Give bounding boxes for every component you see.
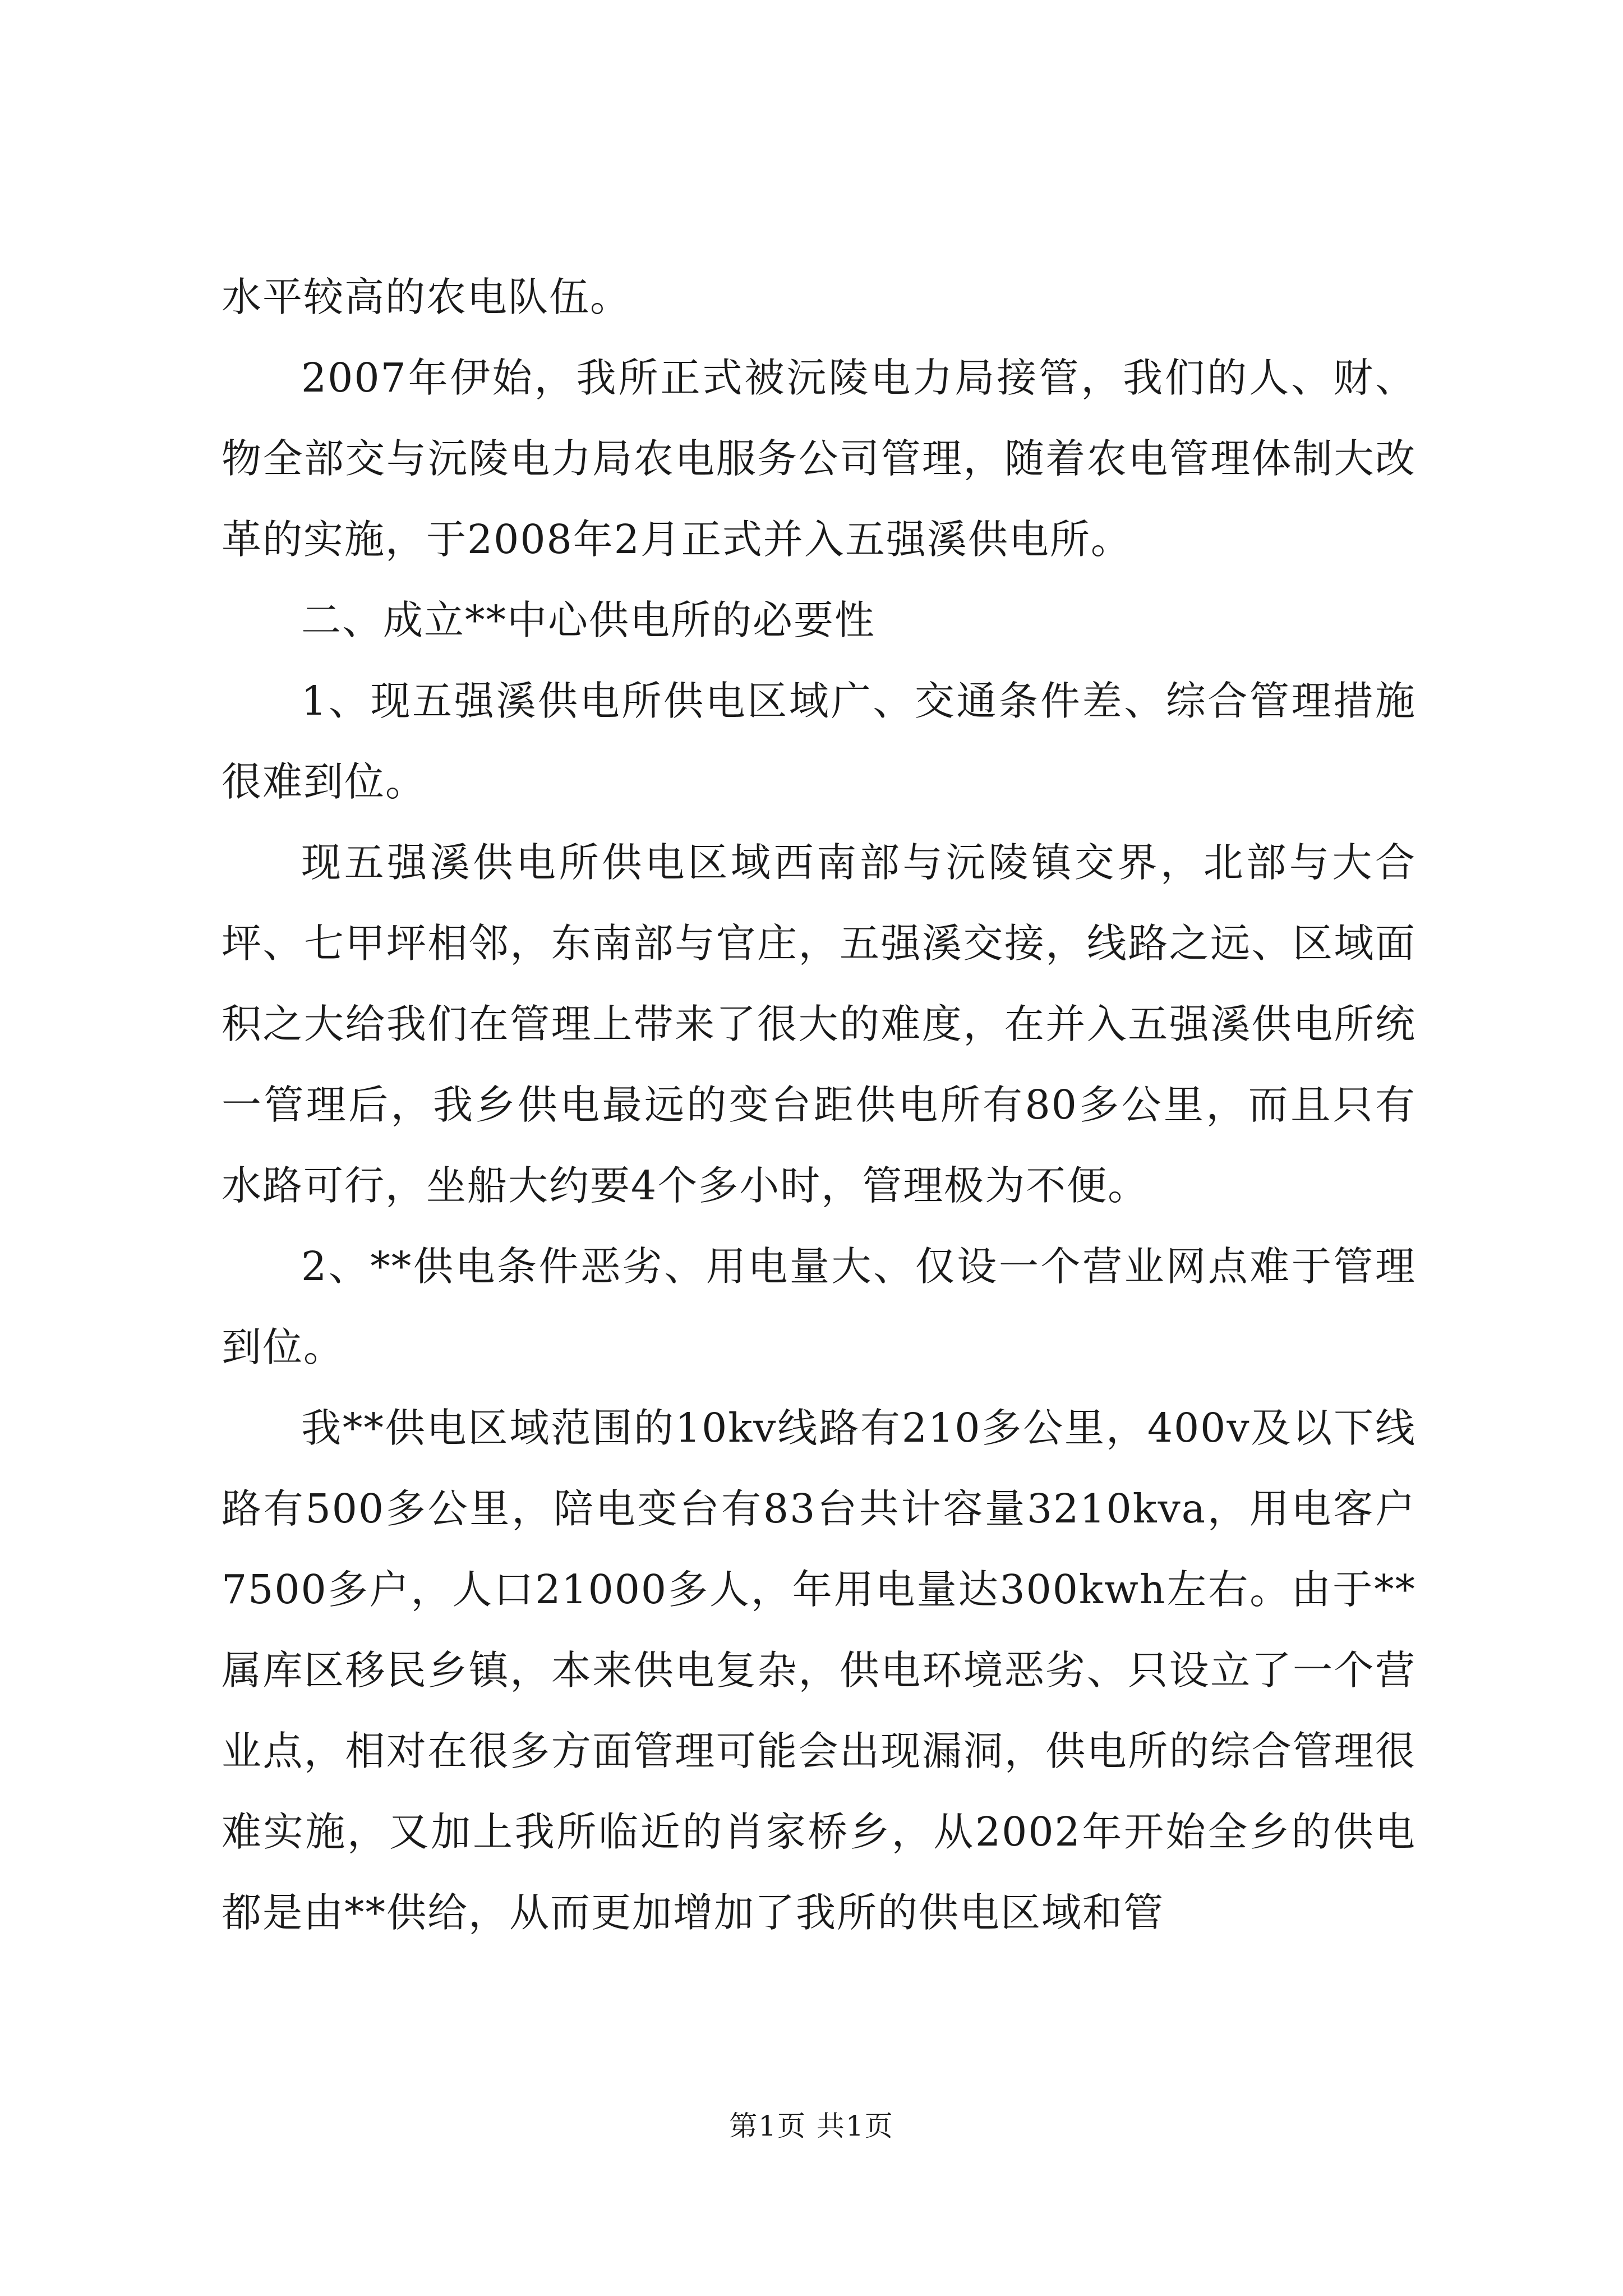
point-1-heading: 1、现五强溪供电所供电区域广、交通条件差、综合管理措施很难到位。 [222,678,1416,805]
page-number-label: 第1页 共1页 [729,2110,894,2142]
paragraph-takeover-2007: 2007年伊始，我所正式被沅陵电力局接管，我们的人、财、物全部交与沅陵电力局农电服务公司管理，随着农电管理体制大改革的实施，于2008年2月正式并入五强溪供电所。 [222,355,1416,563]
paragraph-region-description: 现五强溪供电所供电区域西南部与沅陵镇交界，北部与大合坪、七甲坪相邻，东南部与官庄，五强溪交接，线路之远、区域面积之大给我们在管理上带来了很大的难度，在并入五强溪供电所统一管理后，我乡供电最远的变台距供电所有80多公里，而且只有水路可行，坐船大约要4个多小时，管理极为不便。 [222,839,1416,1209]
point-2-heading: 2、**供电条件恶劣、用电量大、仅设一个营业网点难于管理到位。 [222,1243,1416,1370]
document-body [222,257,1416,1953]
paragraph-supply-statistics: 我**供电区域范围的10kv线路有210多公里，400v及以下线路有500多公里，陪电变台有83台共计容量3210kva，用电客户7500多户，人口21000多人，年用电量达300kwh左右。由于**属库区移民乡镇，本来供电复杂，供电环境恶劣、只设立了一个营业点，相对在很多方面管理可能会出现漏洞，供电所的综合管理很难实施，又加上我所临近的肖家桥乡，从2002年开始全乡的供电都是由**供给，从而更加增加了我所的供电区域和管 [222,1405,1416,1936]
page-footer [0,2109,1623,2143]
paragraph-continuation: 水平较高的农电队伍。 [222,274,631,320]
section-heading-necessity: 二、成立**中心供电所的必要性 [301,597,876,643]
